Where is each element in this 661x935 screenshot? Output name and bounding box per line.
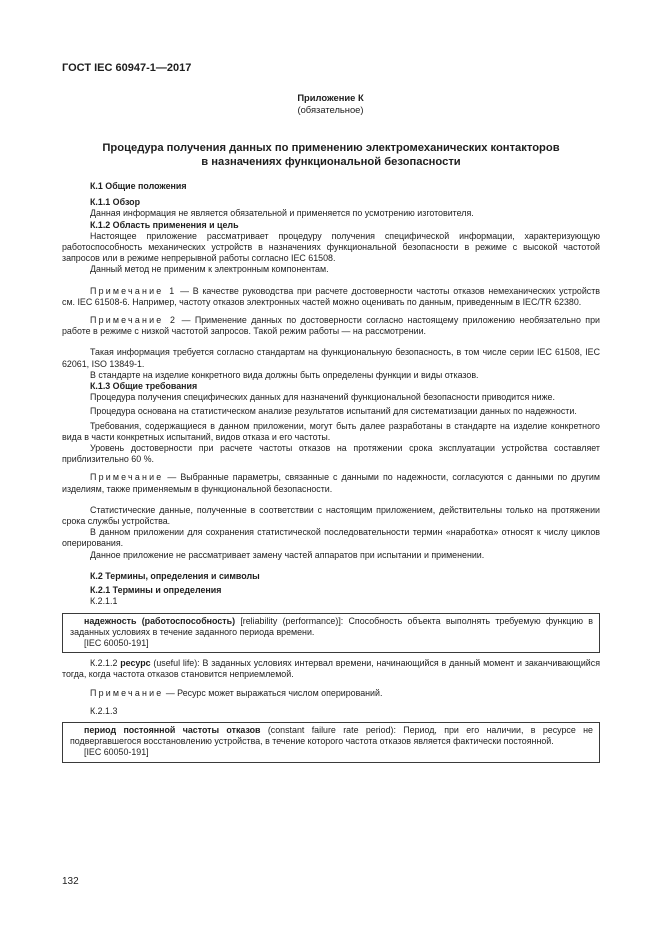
note-3	[62, 472, 600, 494]
annex-label: Приложение К	[297, 92, 364, 103]
paragraph: Такая информация требуется согласно стандартам на функциональную безопасность, в том числе серии IEC 61508, IEC 62061, ISO 13849-1.	[62, 347, 600, 369]
annex-header	[0, 92, 661, 116]
note-label: Примечание	[90, 687, 164, 698]
page-number: 132	[62, 876, 79, 887]
note-label: Примечание 2	[90, 315, 178, 326]
definition-reference: [IEC 60050-191]	[84, 747, 149, 758]
paragraph: Требования, содержащиеся в данном приложении, могут быть далее разработаны в стандарте на изделие конкретного вида в части конкретных испытаний, видов отказа и его частоты.	[62, 420, 600, 442]
term: ресурс	[120, 658, 151, 669]
paragraph: Данная информация не является обязательной и применяется по усмотрению изготовителя.	[90, 208, 474, 219]
section-k2-heading: К.2 Термины, определения и символы	[90, 570, 260, 581]
paragraph: Данный метод не применим к электронным компонентам.	[90, 264, 329, 275]
definition-useful-life	[62, 658, 600, 680]
section-k11-heading: К.1.1 Обзор	[90, 197, 140, 208]
document-body	[62, 181, 600, 766]
paragraph: Процедура получения специфических данных для назначений функциональной безопасности приводится ниже.	[90, 392, 555, 403]
note-text: — Ресурс может выражаться числом оперирований.	[163, 687, 383, 698]
term-number: К.2.1.1	[90, 596, 118, 607]
section-k1-heading: К.1 Общие положения	[90, 181, 187, 191]
definition	[70, 725, 593, 747]
note-4	[62, 688, 600, 699]
note-label: Примечание 1	[90, 285, 177, 296]
note-text: — В качестве руководства при расчете достоверности частоты отказов немеханических устройств см. IEC 61508-6. Например, частоту отказов электронных частей можно оценивать по данным, приведенным в IEC/TR 62380.	[62, 285, 600, 307]
annex-title	[62, 141, 600, 169]
definition-box-reliability	[62, 613, 600, 654]
term-number: К.2.1.3	[90, 705, 118, 716]
paragraph: Процедура основана на статистическом анализе результатов испытаний для систематизации данных по надежности.	[90, 406, 577, 417]
paragraph: Данное приложение не рассматривает замену частей аппаратов при испытании и применении.	[90, 549, 485, 560]
definition-box-constant-failure-rate	[62, 722, 600, 763]
standard-designation: ГОСТ IEC 60947-1—2017	[62, 62, 192, 74]
annex-status: (обязательное)	[297, 104, 364, 115]
section-k12-heading: К.1.2 Область применения и цель	[90, 219, 239, 230]
section-k21-heading: К.2.1 Термины и определения	[90, 585, 222, 596]
section-k13-heading: К.1.3 Общие требования	[90, 381, 198, 392]
paragraph: В данном приложении для сохранения статистической последовательности термин «наработка» относят к числу циклов оперирования.	[62, 527, 600, 549]
paragraph: Статистические данные, полученные в соответствии с настоящим приложением, действительны только на протяжении срока службы устройства.	[62, 504, 600, 527]
note-2	[62, 315, 600, 337]
note-label: Примечание	[90, 472, 164, 483]
note-text: — Применение данных по достоверности согласно настоящему приложению необязательно при работе в режиме с низкой частотой запросов. Такой режим работы — на рассмотрении.	[62, 315, 600, 337]
paragraph: Настоящее приложение рассматривает процедуру получения специфической информации, характеризующую работоспособность механических устройств в назначениях функциональной безопасности в режиме с высокой частотой запросов или в режиме непрерывной работы согласно IEC 61508.	[62, 230, 600, 264]
term-number: К.2.1.2	[90, 658, 121, 669]
definition-reference: [IEC 60050-191]	[84, 637, 149, 648]
term: надежность (работоспособность)	[84, 615, 236, 626]
annex-title-line-2: в назначениях функциональной безопасности	[201, 156, 461, 168]
paragraph: Уровень достоверности при расчете частоты отказов на протяжении срока эксплуатации устройства составляет приблизительно 60 %.	[62, 443, 600, 465]
definition-text: (constant failure rate period): Период, при его наличии, в ресурсе не подвергавшегося восстановлению устройства, в течение которого частота отказов является фактически постоянной.	[70, 724, 593, 747]
definition	[70, 616, 593, 638]
annex-title-line-1: Процедура получения данных по применению электромеханических контакторов	[102, 142, 560, 154]
definition-text: (useful life): В заданных условиях интервал времени, начинающийся в данный момент и заканчивающийся тогда, когда частота отказов становится неприемлемой.	[62, 658, 601, 680]
definition-text: [reliability (performance)]: Способность объекта выполнять требуемую функцию в заданных условиях в течение заданного периода времени.	[70, 615, 593, 637]
note-text: — Выбранные параметры, связанные с данными по надежности, согласуются с данными по другим изделиям, также применяемым в функциональной безопасности.	[62, 472, 600, 494]
paragraph: В стандарте на изделие конкретного вида должны быть определены функции и виды отказов.	[90, 369, 479, 380]
term: период постоянной частоты отказов	[84, 724, 261, 735]
note-1	[62, 286, 600, 308]
